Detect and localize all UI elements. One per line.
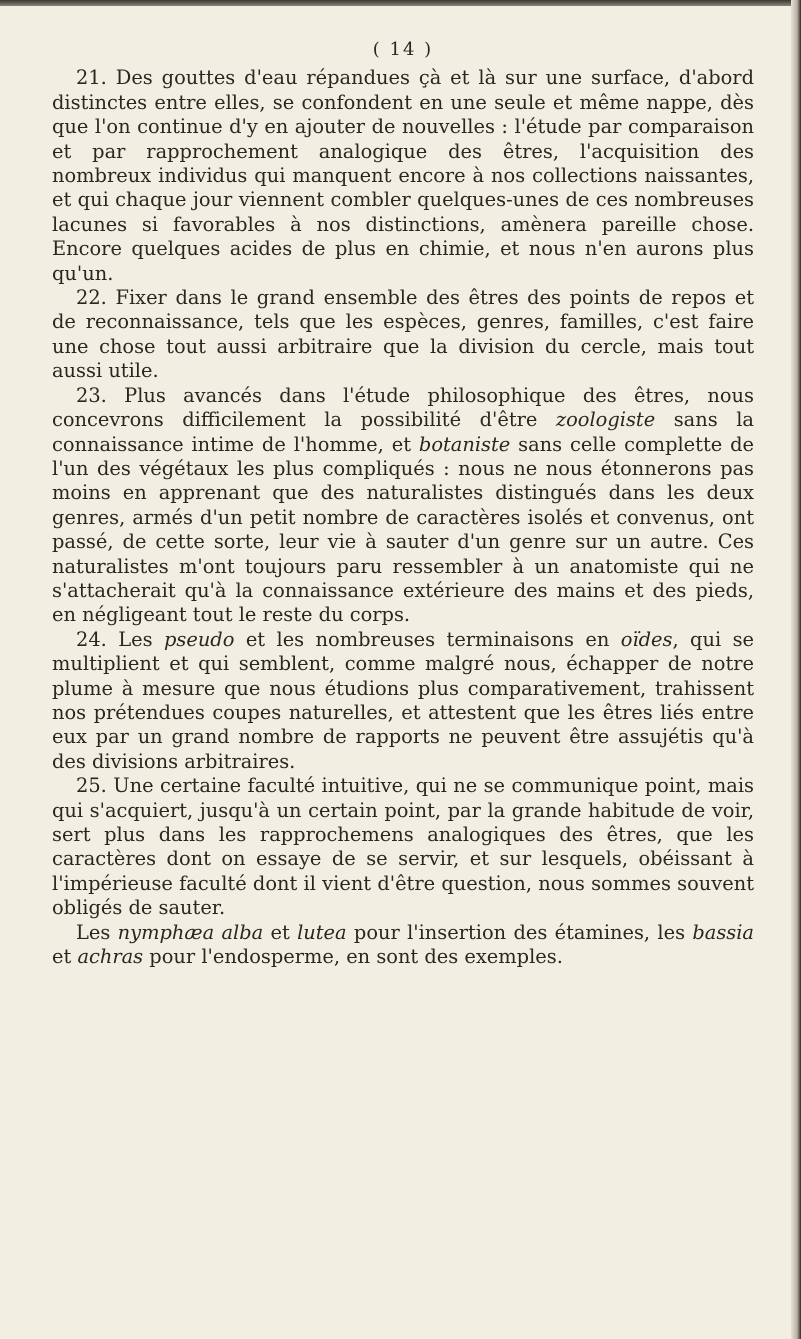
book-page — [52, 38, 754, 969]
paragraph-text: sans celle complette de l'un des végétaux les plus compliqués : nous ne nous étonnerons pas moins en apprenant que des naturalistes distingués dans les deux genres, armés d'un petit nombre de caractères isolés et convenus, ont passé, de cette sorte, leur vie à sauter d'un genre sur un autre. Ces naturalistes m'ont toujours paru ressembler à un anatomiste qui ne s'attacherait qu'à la connaissance extérieure des mains et des pieds, en négligeant tout le reste du corps. — [52, 432, 755, 627]
emphasis-zoologiste: zoologiste — [555, 408, 656, 432]
scan-top-edge — [0, 0, 801, 6]
page-number: ( 14 ) — [372, 39, 434, 60]
paragraph-text: pour l'endosperme, en sont des exemples. — [143, 945, 563, 969]
paragraph-21 — [52, 66, 754, 286]
paragraph-text: et — [52, 945, 78, 969]
paragraph-text: , qui se multiplient et qui semblent, comme malgré nous, échapper de notre plume à mesure que nous étudions plus comparativement, trahissent nos prétendues coupes naturelles, et attestent que les êtres liés entre eux par un grand nombre de rapports ne peuvent être assujétis qu'à des divisions arbitraires. — [52, 627, 755, 773]
paragraph-text: Les — [118, 627, 164, 651]
paragraph-number: 24. — [76, 627, 107, 651]
paragraph-text: et — [263, 920, 298, 944]
paragraph-text: Des gouttes d'eau répandues çà et là sur une surface, d'abord distinctes entre elles, se confondent en une seule et même nappe, dès que l'on continue d'y en ajouter de nouvelles : l'étude par comparaison et par rapprochement analogique des êtres, l'acquisition des nombreux individus qui manquent encore à nos collections naissantes, et qui chaque jour viennent combler quelques-unes de ces nombreuses lacunes si favorables à nos distinctions, amènera pareille chose. Encore quelques acides de plus en chimie, et nous n'en aurons plus qu'un. — [52, 66, 754, 285]
paragraph-text: Une certaine faculté intuitive, qui ne se communique point, mais qui s'acquiert, jusqu'à un certain point, par la grande habitude de voir, sert plus dans les rapprochemens analogiques des êtres, que les caractères dont on essaye de se servir, et sur lesquels, obéissant à l'impérieuse faculté dont il vient d'être question, nous sommes souvent obligés de sauter. — [52, 774, 754, 920]
scan-right-edge — [791, 0, 801, 1339]
paragraph-text: Fixer dans le grand ensemble des êtres des points de repos et de reconnaissance, tels que les espèces, genres, familles, c'est faire une chose tout aussi arbitraire que la division du cercle, mais tout aussi utile. — [52, 286, 754, 383]
paragraph-number: 21. — [76, 66, 107, 90]
paragraph-number: 23. — [76, 383, 107, 407]
paragraph-25 — [52, 774, 754, 920]
emphasis-bassia: bassia — [692, 920, 754, 944]
paragraph-number: 22. — [76, 286, 107, 310]
emphasis-botaniste: botaniste — [418, 432, 511, 456]
paragraph-22 — [52, 286, 754, 384]
emphasis-achras: achras — [77, 945, 144, 969]
paragraph-text: Plus avancés dans l'étude philosophique des êtres, nous concevrons difficilement la possibilité d'être — [52, 383, 754, 432]
paragraph-text: sans la connaissance intime de l'homme, et — [52, 408, 754, 456]
emphasis-lutea: lutea — [297, 920, 347, 944]
paragraph-text: pour l'insertion des étamines, les — [346, 920, 693, 944]
paragraph-examples — [52, 921, 754, 970]
paragraph-text: Les — [76, 920, 118, 944]
emphasis-nymphaea-alba: nymphæa alba — [117, 920, 264, 944]
paragraph-text: et les nombreuses terminaisons en — [234, 627, 621, 651]
emphasis-oides: oïdes — [620, 627, 673, 651]
paragraph-24 — [52, 628, 754, 774]
paragraph-23 — [52, 384, 754, 628]
emphasis-pseudo: pseudo — [163, 627, 235, 651]
paragraph-number: 25. — [76, 774, 107, 798]
